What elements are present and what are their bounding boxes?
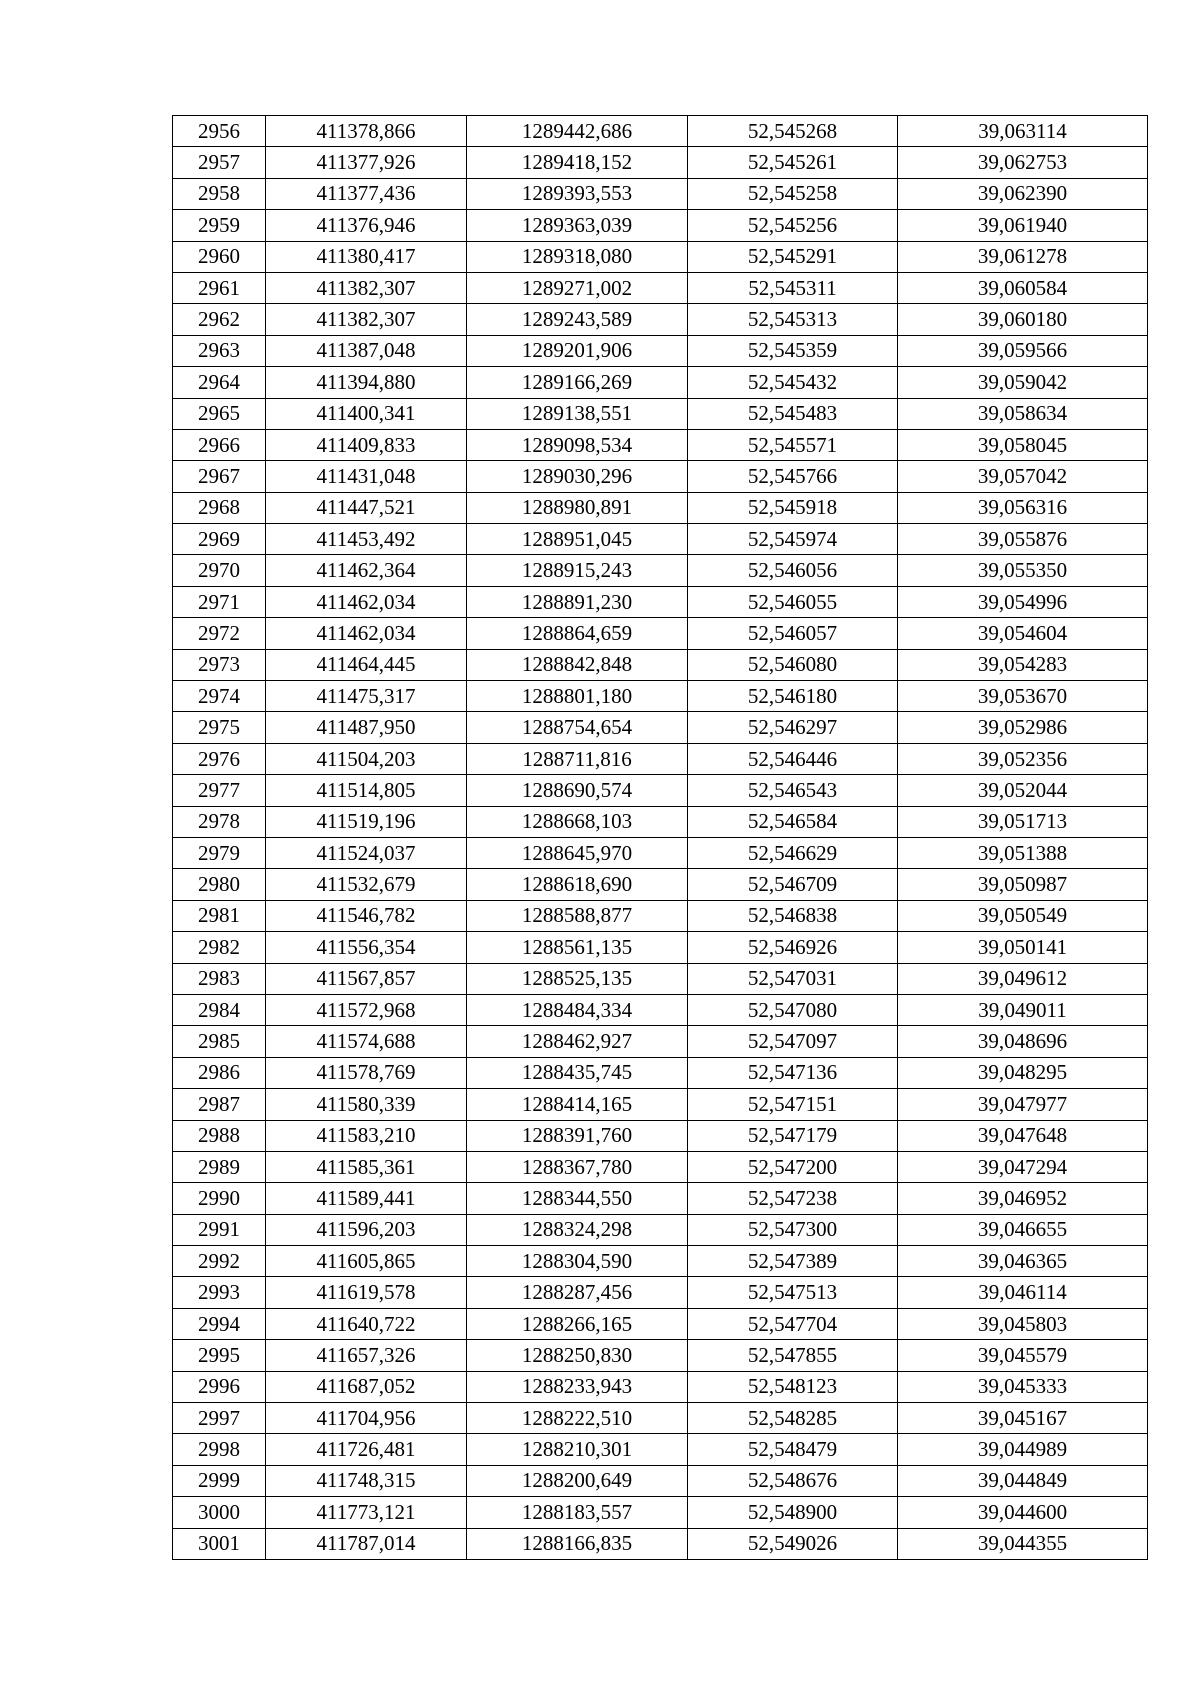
y-coordinate-cell: 1289030,296	[467, 461, 688, 492]
y-coordinate-cell: 1288233,943	[467, 1371, 688, 1402]
x-coordinate-cell: 411532,679	[266, 869, 467, 900]
longitude-cell: 39,044989	[898, 1434, 1148, 1465]
longitude-cell: 39,047648	[898, 1120, 1148, 1151]
x-coordinate-cell: 411596,203	[266, 1214, 467, 1245]
table-row	[173, 1214, 1148, 1245]
table-row	[173, 1151, 1148, 1182]
longitude-cell: 39,050141	[898, 932, 1148, 963]
y-coordinate-cell: 1288367,780	[467, 1151, 688, 1182]
y-coordinate-cell: 1288618,690	[467, 869, 688, 900]
x-coordinate-cell: 411394,880	[266, 367, 467, 398]
latitude-cell: 52,547238	[688, 1183, 898, 1214]
point-number-cell: 2976	[173, 743, 266, 774]
longitude-cell: 39,063114	[898, 116, 1148, 147]
y-coordinate-cell: 1288183,557	[467, 1497, 688, 1528]
latitude-cell: 52,546584	[688, 806, 898, 837]
x-coordinate-cell: 411377,436	[266, 178, 467, 209]
y-coordinate-cell: 1288980,891	[467, 492, 688, 523]
point-number-cell: 2962	[173, 304, 266, 335]
longitude-cell: 39,060584	[898, 272, 1148, 303]
latitude-cell: 52,546297	[688, 712, 898, 743]
latitude-cell: 52,547136	[688, 1057, 898, 1088]
y-coordinate-cell: 1288304,590	[467, 1246, 688, 1277]
y-coordinate-cell: 1288250,830	[467, 1340, 688, 1371]
point-number-cell: 2994	[173, 1308, 266, 1339]
longitude-cell: 39,046114	[898, 1277, 1148, 1308]
table-row	[173, 116, 1148, 147]
table-row	[173, 1371, 1148, 1402]
y-coordinate-cell: 1288645,970	[467, 837, 688, 868]
longitude-cell: 39,054996	[898, 586, 1148, 617]
x-coordinate-cell: 411504,203	[266, 743, 467, 774]
y-coordinate-cell: 1288324,298	[467, 1214, 688, 1245]
x-coordinate-cell: 411657,326	[266, 1340, 467, 1371]
x-coordinate-cell: 411546,782	[266, 900, 467, 931]
x-coordinate-cell: 411567,857	[266, 963, 467, 994]
x-coordinate-cell: 411447,521	[266, 492, 467, 523]
longitude-cell: 39,057042	[898, 461, 1148, 492]
y-coordinate-cell: 1288891,230	[467, 586, 688, 617]
point-number-cell: 2991	[173, 1214, 266, 1245]
table-row	[173, 335, 1148, 366]
latitude-cell: 52,548479	[688, 1434, 898, 1465]
x-coordinate-cell: 411377,926	[266, 147, 467, 178]
point-number-cell: 2978	[173, 806, 266, 837]
point-number-cell: 2968	[173, 492, 266, 523]
latitude-cell: 52,546926	[688, 932, 898, 963]
longitude-cell: 39,054283	[898, 649, 1148, 680]
y-coordinate-cell: 1288462,927	[467, 1026, 688, 1057]
table-row	[173, 681, 1148, 712]
latitude-cell: 52,548285	[688, 1403, 898, 1434]
longitude-cell: 39,046365	[898, 1246, 1148, 1277]
point-number-cell: 2995	[173, 1340, 266, 1371]
table-row	[173, 586, 1148, 617]
x-coordinate-cell: 411453,492	[266, 524, 467, 555]
y-coordinate-cell: 1288210,301	[467, 1434, 688, 1465]
table-row	[173, 618, 1148, 649]
y-coordinate-cell: 1288344,550	[467, 1183, 688, 1214]
x-coordinate-cell: 411382,307	[266, 272, 467, 303]
y-coordinate-cell: 1288200,649	[467, 1465, 688, 1496]
table-row	[173, 1246, 1148, 1277]
longitude-cell: 39,048295	[898, 1057, 1148, 1088]
y-coordinate-cell: 1288690,574	[467, 775, 688, 806]
latitude-cell: 52,546446	[688, 743, 898, 774]
x-coordinate-cell: 411431,048	[266, 461, 467, 492]
table-row	[173, 1120, 1148, 1151]
table-row	[173, 1057, 1148, 1088]
latitude-cell: 52,546709	[688, 869, 898, 900]
table-row	[173, 492, 1148, 523]
point-number-cell: 2958	[173, 178, 266, 209]
y-coordinate-cell: 1288915,243	[467, 555, 688, 586]
table-row	[173, 837, 1148, 868]
longitude-cell: 39,048696	[898, 1026, 1148, 1057]
longitude-cell: 39,044600	[898, 1497, 1148, 1528]
point-number-cell: 2965	[173, 398, 266, 429]
x-coordinate-cell: 411380,417	[266, 241, 467, 272]
x-coordinate-cell: 411578,769	[266, 1057, 467, 1088]
table-row	[173, 429, 1148, 460]
x-coordinate-cell: 411580,339	[266, 1089, 467, 1120]
x-coordinate-cell: 411556,354	[266, 932, 467, 963]
table-row	[173, 304, 1148, 335]
point-number-cell: 2964	[173, 367, 266, 398]
y-coordinate-cell: 1289166,269	[467, 367, 688, 398]
latitude-cell: 52,545268	[688, 116, 898, 147]
table-row	[173, 1528, 1148, 1559]
point-number-cell: 2986	[173, 1057, 266, 1088]
point-number-cell: 2984	[173, 994, 266, 1025]
x-coordinate-cell: 411462,034	[266, 618, 467, 649]
y-coordinate-cell: 1289271,002	[467, 272, 688, 303]
x-coordinate-cell: 411378,866	[266, 116, 467, 147]
table-row	[173, 712, 1148, 743]
point-number-cell: 2985	[173, 1026, 266, 1057]
table-row	[173, 932, 1148, 963]
longitude-cell: 39,062390	[898, 178, 1148, 209]
latitude-cell: 52,547097	[688, 1026, 898, 1057]
latitude-cell: 52,546838	[688, 900, 898, 931]
point-number-cell: 2957	[173, 147, 266, 178]
point-number-cell: 2977	[173, 775, 266, 806]
latitude-cell: 52,548900	[688, 1497, 898, 1528]
y-coordinate-cell: 1288414,165	[467, 1089, 688, 1120]
x-coordinate-cell: 411640,722	[266, 1308, 467, 1339]
point-number-cell: 2989	[173, 1151, 266, 1182]
table-row	[173, 1277, 1148, 1308]
y-coordinate-cell: 1288842,848	[467, 649, 688, 680]
latitude-cell: 52,546080	[688, 649, 898, 680]
point-number-cell: 2997	[173, 1403, 266, 1434]
point-number-cell: 2992	[173, 1246, 266, 1277]
longitude-cell: 39,049612	[898, 963, 1148, 994]
x-coordinate-cell: 411619,578	[266, 1277, 467, 1308]
point-number-cell: 2998	[173, 1434, 266, 1465]
longitude-cell: 39,053670	[898, 681, 1148, 712]
latitude-cell: 52,545311	[688, 272, 898, 303]
x-coordinate-cell: 411409,833	[266, 429, 467, 460]
latitude-cell: 52,548123	[688, 1371, 898, 1402]
longitude-cell: 39,058045	[898, 429, 1148, 460]
longitude-cell: 39,047977	[898, 1089, 1148, 1120]
table-row	[173, 241, 1148, 272]
x-coordinate-cell: 411787,014	[266, 1528, 467, 1559]
point-number-cell: 2974	[173, 681, 266, 712]
x-coordinate-cell: 411382,307	[266, 304, 467, 335]
y-coordinate-cell: 1288588,877	[467, 900, 688, 931]
point-number-cell: 2967	[173, 461, 266, 492]
y-coordinate-cell: 1288166,835	[467, 1528, 688, 1559]
table-row	[173, 1403, 1148, 1434]
longitude-cell: 39,061278	[898, 241, 1148, 272]
point-number-cell: 2969	[173, 524, 266, 555]
table-row	[173, 555, 1148, 586]
point-number-cell: 2982	[173, 932, 266, 963]
y-coordinate-cell: 1289138,551	[467, 398, 688, 429]
table-row	[173, 367, 1148, 398]
x-coordinate-cell: 411487,950	[266, 712, 467, 743]
table-row	[173, 1183, 1148, 1214]
latitude-cell: 52,545766	[688, 461, 898, 492]
longitude-cell: 39,052044	[898, 775, 1148, 806]
x-coordinate-cell: 411687,052	[266, 1371, 467, 1402]
point-number-cell: 3001	[173, 1528, 266, 1559]
x-coordinate-cell: 411583,210	[266, 1120, 467, 1151]
x-coordinate-cell: 411748,315	[266, 1465, 467, 1496]
latitude-cell: 52,547300	[688, 1214, 898, 1245]
point-number-cell: 2996	[173, 1371, 266, 1402]
table-row	[173, 178, 1148, 209]
longitude-cell: 39,044355	[898, 1528, 1148, 1559]
y-coordinate-cell: 1289098,534	[467, 429, 688, 460]
point-number-cell: 2988	[173, 1120, 266, 1151]
latitude-cell: 52,547200	[688, 1151, 898, 1182]
x-coordinate-cell: 411574,688	[266, 1026, 467, 1057]
y-coordinate-cell: 1288754,654	[467, 712, 688, 743]
latitude-cell: 52,545571	[688, 429, 898, 460]
latitude-cell: 52,547179	[688, 1120, 898, 1151]
longitude-cell: 39,058634	[898, 398, 1148, 429]
x-coordinate-cell: 411605,865	[266, 1246, 467, 1277]
longitude-cell: 39,045803	[898, 1308, 1148, 1339]
latitude-cell: 52,546056	[688, 555, 898, 586]
longitude-cell: 39,045167	[898, 1403, 1148, 1434]
x-coordinate-cell: 411464,445	[266, 649, 467, 680]
point-number-cell: 2979	[173, 837, 266, 868]
latitude-cell: 52,547855	[688, 1340, 898, 1371]
longitude-cell: 39,052986	[898, 712, 1148, 743]
x-coordinate-cell: 411462,364	[266, 555, 467, 586]
latitude-cell: 52,546055	[688, 586, 898, 617]
y-coordinate-cell: 1289363,039	[467, 210, 688, 241]
point-number-cell: 2980	[173, 869, 266, 900]
y-coordinate-cell: 1288287,456	[467, 1277, 688, 1308]
longitude-cell: 39,047294	[898, 1151, 1148, 1182]
x-coordinate-cell: 411589,441	[266, 1183, 467, 1214]
point-number-cell: 2981	[173, 900, 266, 931]
longitude-cell: 39,045579	[898, 1340, 1148, 1371]
x-coordinate-cell: 411462,034	[266, 586, 467, 617]
latitude-cell: 52,546057	[688, 618, 898, 649]
latitude-cell: 52,547151	[688, 1089, 898, 1120]
longitude-cell: 39,055876	[898, 524, 1148, 555]
x-coordinate-cell: 411572,968	[266, 994, 467, 1025]
table-row	[173, 1434, 1148, 1465]
latitude-cell: 52,547080	[688, 994, 898, 1025]
y-coordinate-cell: 1288951,045	[467, 524, 688, 555]
table-row	[173, 775, 1148, 806]
table-row	[173, 398, 1148, 429]
longitude-cell: 39,050987	[898, 869, 1148, 900]
latitude-cell: 52,545974	[688, 524, 898, 555]
table-row	[173, 1497, 1148, 1528]
point-number-cell: 2987	[173, 1089, 266, 1120]
table-row	[173, 994, 1148, 1025]
table-row	[173, 1340, 1148, 1371]
x-coordinate-cell: 411376,946	[266, 210, 467, 241]
latitude-cell: 52,546180	[688, 681, 898, 712]
latitude-cell: 52,545359	[688, 335, 898, 366]
point-number-cell: 2956	[173, 116, 266, 147]
table-row	[173, 649, 1148, 680]
longitude-cell: 39,060180	[898, 304, 1148, 335]
table-row	[173, 1026, 1148, 1057]
table-row	[173, 524, 1148, 555]
point-number-cell: 2975	[173, 712, 266, 743]
table-row	[173, 147, 1148, 178]
x-coordinate-cell: 411773,121	[266, 1497, 467, 1528]
latitude-cell: 52,545918	[688, 492, 898, 523]
x-coordinate-cell: 411475,317	[266, 681, 467, 712]
latitude-cell: 52,545313	[688, 304, 898, 335]
latitude-cell: 52,545256	[688, 210, 898, 241]
longitude-cell: 39,056316	[898, 492, 1148, 523]
latitude-cell: 52,546543	[688, 775, 898, 806]
longitude-cell: 39,049011	[898, 994, 1148, 1025]
x-coordinate-cell: 411387,048	[266, 335, 467, 366]
coordinates-table	[172, 115, 1148, 1560]
table-row	[173, 900, 1148, 931]
longitude-cell: 39,046655	[898, 1214, 1148, 1245]
longitude-cell: 39,044849	[898, 1465, 1148, 1496]
latitude-cell: 52,546629	[688, 837, 898, 868]
table-row	[173, 272, 1148, 303]
coordinates-table-body	[173, 116, 1148, 1560]
table-row	[173, 461, 1148, 492]
y-coordinate-cell: 1288711,816	[467, 743, 688, 774]
longitude-cell: 39,052356	[898, 743, 1148, 774]
table-row	[173, 1308, 1148, 1339]
latitude-cell: 52,545258	[688, 178, 898, 209]
y-coordinate-cell: 1288525,135	[467, 963, 688, 994]
x-coordinate-cell: 411726,481	[266, 1434, 467, 1465]
y-coordinate-cell: 1288222,510	[467, 1403, 688, 1434]
longitude-cell: 39,046952	[898, 1183, 1148, 1214]
latitude-cell: 52,545483	[688, 398, 898, 429]
latitude-cell: 52,547389	[688, 1246, 898, 1277]
table-row	[173, 1465, 1148, 1496]
y-coordinate-cell: 1288435,745	[467, 1057, 688, 1088]
point-number-cell: 2963	[173, 335, 266, 366]
longitude-cell: 39,059566	[898, 335, 1148, 366]
point-number-cell: 2972	[173, 618, 266, 649]
longitude-cell: 39,050549	[898, 900, 1148, 931]
y-coordinate-cell: 1288668,103	[467, 806, 688, 837]
x-coordinate-cell: 411519,196	[266, 806, 467, 837]
y-coordinate-cell: 1288561,135	[467, 932, 688, 963]
latitude-cell: 52,545432	[688, 367, 898, 398]
y-coordinate-cell: 1289243,589	[467, 304, 688, 335]
table-row	[173, 806, 1148, 837]
latitude-cell: 52,547031	[688, 963, 898, 994]
point-number-cell: 2961	[173, 272, 266, 303]
table-row	[173, 743, 1148, 774]
table-row	[173, 1089, 1148, 1120]
point-number-cell: 2973	[173, 649, 266, 680]
y-coordinate-cell: 1289201,906	[467, 335, 688, 366]
latitude-cell: 52,547704	[688, 1308, 898, 1339]
point-number-cell: 3000	[173, 1497, 266, 1528]
x-coordinate-cell: 411400,341	[266, 398, 467, 429]
longitude-cell: 39,051388	[898, 837, 1148, 868]
point-number-cell: 2990	[173, 1183, 266, 1214]
y-coordinate-cell: 1289418,152	[467, 147, 688, 178]
x-coordinate-cell: 411524,037	[266, 837, 467, 868]
latitude-cell: 52,547513	[688, 1277, 898, 1308]
x-coordinate-cell: 411704,956	[266, 1403, 467, 1434]
x-coordinate-cell: 411585,361	[266, 1151, 467, 1182]
latitude-cell: 52,545291	[688, 241, 898, 272]
y-coordinate-cell: 1288391,760	[467, 1120, 688, 1151]
y-coordinate-cell: 1288266,165	[467, 1308, 688, 1339]
latitude-cell: 52,545261	[688, 147, 898, 178]
y-coordinate-cell: 1288484,334	[467, 994, 688, 1025]
y-coordinate-cell: 1289318,080	[467, 241, 688, 272]
point-number-cell: 2970	[173, 555, 266, 586]
point-number-cell: 2993	[173, 1277, 266, 1308]
table-row	[173, 963, 1148, 994]
y-coordinate-cell: 1289393,553	[467, 178, 688, 209]
longitude-cell: 39,045333	[898, 1371, 1148, 1402]
y-coordinate-cell: 1288864,659	[467, 618, 688, 649]
point-number-cell: 2983	[173, 963, 266, 994]
point-number-cell: 2999	[173, 1465, 266, 1496]
longitude-cell: 39,054604	[898, 618, 1148, 649]
point-number-cell: 2966	[173, 429, 266, 460]
longitude-cell: 39,059042	[898, 367, 1148, 398]
table-row	[173, 869, 1148, 900]
longitude-cell: 39,062753	[898, 147, 1148, 178]
y-coordinate-cell: 1289442,686	[467, 116, 688, 147]
table-row	[173, 210, 1148, 241]
latitude-cell: 52,549026	[688, 1528, 898, 1559]
y-coordinate-cell: 1288801,180	[467, 681, 688, 712]
point-number-cell: 2959	[173, 210, 266, 241]
point-number-cell: 2960	[173, 241, 266, 272]
longitude-cell: 39,061940	[898, 210, 1148, 241]
latitude-cell: 52,548676	[688, 1465, 898, 1496]
longitude-cell: 39,055350	[898, 555, 1148, 586]
longitude-cell: 39,051713	[898, 806, 1148, 837]
point-number-cell: 2971	[173, 586, 266, 617]
x-coordinate-cell: 411514,805	[266, 775, 467, 806]
